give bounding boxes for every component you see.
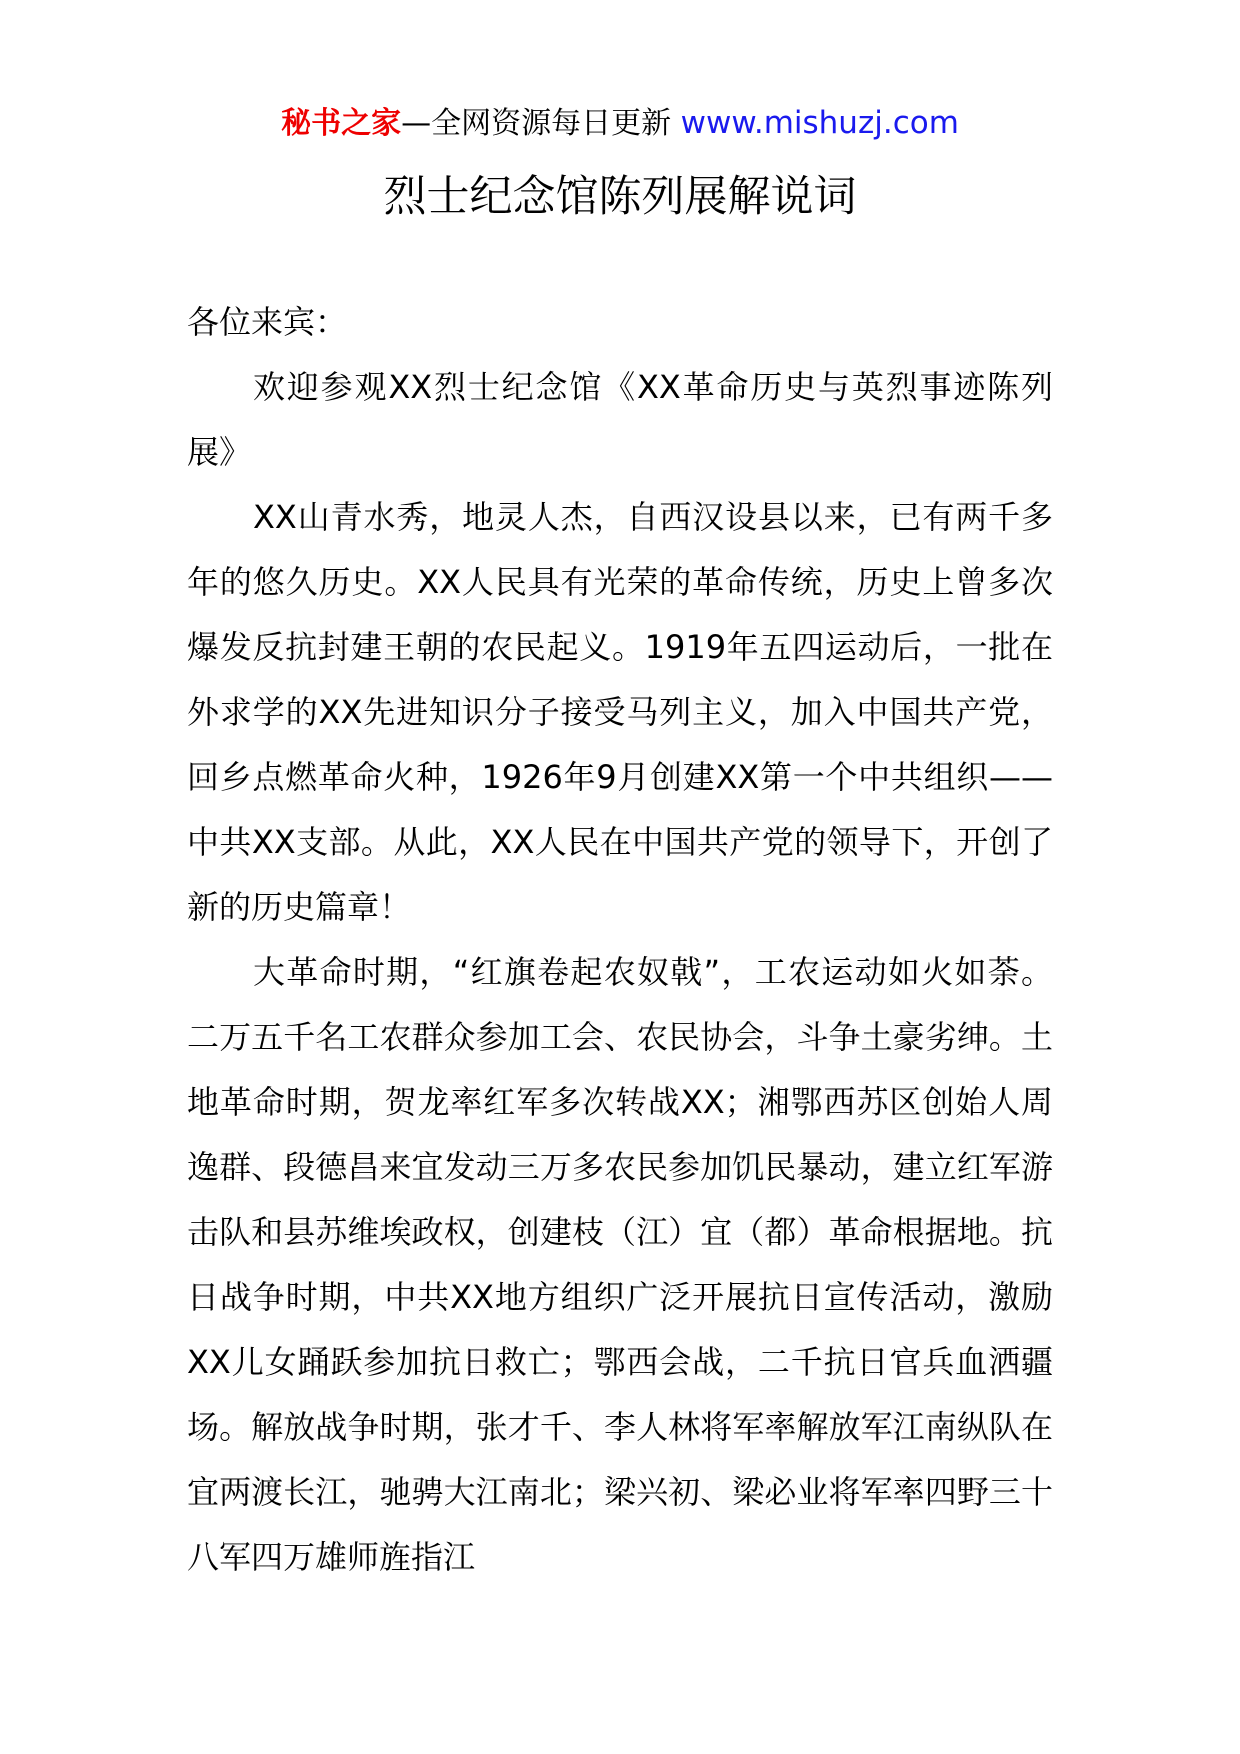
site-header — [0, 98, 1240, 148]
document-title: 烈士纪念馆陈列展解说词 — [383, 172, 857, 222]
header-tagline: —全网资源每日更新 — [401, 106, 681, 141]
paragraph-revolution-periods: 大革命时期，“红旗卷起农奴戟”，工农运动如火如荼。二万五千名工农群众参加工会、农民协会，斗争土豪劣绅。土地革命时期，贺龙率红军多次转战XX；湘鄂西苏区创始人周逸群、段德昌来宜发动三万多农民参加饥民暴动，建立红军游击队和县苏维埃政权，创建枝（江）宜（都）革命根据地。抗日战争时期，中共XX地方组织广泛开展抗日宣传活动，激励XX儿女踊跃参加抗日救亡；鄂西会战，二千抗日官兵血洒疆场。解放战争时期，张才千、李人林将军率解放军江南纵队在宜两渡长江，驰骋大江南北；梁兴初、梁必业将军率四野三十八军四万雄师旌指江 — [187, 953, 1053, 1576]
paragraph-history: XX山青水秀，地灵人杰，自西汉设县以来，已有两千多年的悠久历史。XX人民具有光荣的革命传统，历史上曾多次爆发反抗封建王朝的农民起义。1919年五四运动后，一批在外求学的XX先进知识分子接受马列主义，加入中国共产党，回乡点燃革命火种，1926年9月创建XX第一个中共组织——中共XX支部。从此，XX人民在中国共产党的领导下，开创了新的历史篇章！ — [187, 498, 1053, 926]
greeting: 各位来宾： — [187, 303, 348, 341]
brand-name: 秘书之家 — [281, 106, 402, 141]
document-body — [187, 290, 1053, 1590]
site-url-link[interactable]: www.mishuzj.com — [680, 105, 959, 141]
paragraph-welcome: 欢迎参观XX烈士纪念馆《XX革命历史与英烈事迹陈列展》 — [187, 368, 1053, 471]
